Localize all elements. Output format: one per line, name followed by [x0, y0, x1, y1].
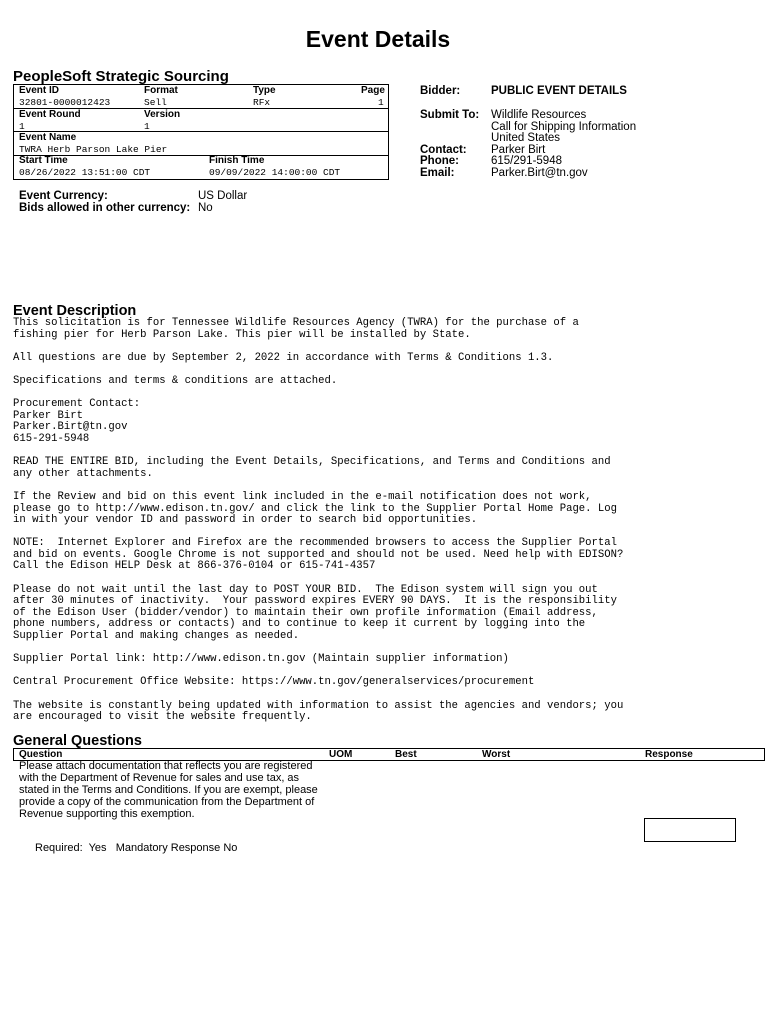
- description-paragraph: Supplier Portal link: http://www.edison.tn.gov (Maintain supplier information): [13, 653, 509, 666]
- other-currency-value: No: [198, 202, 213, 214]
- event-name-value: TWRA Herb Parson Lake Pier: [19, 144, 168, 155]
- type-label: Type: [253, 85, 276, 96]
- question-text: Please attach documentation that reflects you are registered with the Department of Revenue for sales and use tax, as stated in the Terms and Conditions. If you are exempt, please provide a copy of the communication from the Department of Revenue supporting this exemption.: [19, 760, 318, 820]
- event-currency-value: US Dollar: [198, 190, 248, 202]
- version-label: Version: [144, 109, 181, 120]
- type-value: RFx: [253, 97, 271, 108]
- format-value: Sell: [144, 97, 167, 108]
- phone-value: 615/291-5948: [491, 155, 562, 167]
- description-paragraph: READ THE ENTIRE BID, including the Event Details, Specifications, and Terms and Conditions and any other attachments.: [13, 456, 611, 480]
- column-header-response: Response: [645, 749, 693, 760]
- bidder-value: PUBLIC EVENT DETAILS: [491, 85, 627, 97]
- event-name-label: Event Name: [19, 132, 77, 143]
- column-header-worst: Worst: [482, 749, 511, 760]
- submit-to-line-3: United States: [491, 132, 561, 144]
- description-paragraph: The website is constantly being updated with information to assist the agencies and vendors; you are encouraged to visit the website frequently.: [13, 699, 624, 724]
- submit-to-line-2: Call for Shipping Information: [491, 121, 637, 133]
- version-value: 1: [144, 121, 150, 132]
- phone-label: Phone:: [420, 155, 459, 167]
- description-paragraph: Specifications and terms & conditions are attached.: [13, 374, 338, 387]
- description-paragraph: If the Review and bid on this event link included in the e-mail notification does not work, please go to http://www.edison.tn.gov/ and click the link to the Supplier Portal Home Page. Log in with your vendor ID and password in order to search bid opportunities.: [13, 490, 617, 527]
- page-value: 1: [378, 97, 384, 108]
- description-paragraph: All questions are due by September 2, 2022 in accordance with Terms & Conditions 1.3.: [13, 351, 554, 364]
- event-description-heading: Event Description: [13, 303, 137, 319]
- page-label: Page: [361, 85, 385, 96]
- response-input[interactable]: [644, 818, 736, 842]
- start-time-value: 08/26/2022 13:51:00 CDT: [19, 167, 151, 178]
- email-value: Parker.Birt@tn.gov: [491, 167, 588, 179]
- email-label: Email:: [420, 167, 455, 179]
- event-round-value: 1: [19, 121, 25, 132]
- contact-label: Contact:: [420, 144, 467, 156]
- event-id-value: 32801-0000012423: [19, 97, 111, 108]
- column-header-question: Question: [19, 749, 63, 760]
- submit-to-label: Submit To:: [420, 109, 480, 121]
- description-paragraph: Central Procurement Office Website: https://www.tn.gov/generalservices/procurement: [13, 676, 535, 689]
- event-description-body: [13, 318, 673, 735]
- general-questions-heading: General Questions: [13, 733, 142, 749]
- event-info-box: [13, 84, 389, 180]
- event-round-label: Event Round: [19, 109, 81, 120]
- format-label: Format: [144, 85, 178, 96]
- description-paragraph: This solicitation is for Tennessee Wildlife Resources Agency (TWRA) for the purchase of a fishing pier for Herb Parson Lake. This pier will be installed by State.: [13, 317, 579, 341]
- event-id-label: Event ID: [19, 85, 60, 96]
- start-time-label: Start Time: [19, 155, 68, 166]
- required-line: Required: Yes Mandatory Response No: [35, 842, 238, 854]
- event-currency-label: Event Currency:: [19, 190, 108, 202]
- column-header-best: Best: [395, 749, 417, 760]
- org-title: PeopleSoft Strategic Sourcing: [13, 68, 229, 85]
- document-title: Event Details: [305, 26, 451, 52]
- description-paragraph: Please do not wait until the last day to POST YOUR BID. The Edison system will sign you out after 30 minutes of inactivity. Your password expires EVERY 90 DAYS. It is the responsibility of the Edison User (bidder/vendor) to maintain their own profile information (Email address, phone numbers, address or contacts) and to continue to keep it current by logging into the Supplier Portal and making changes as needed.: [13, 583, 617, 643]
- finish-time-label: Finish Time: [209, 155, 265, 166]
- description-paragraph: Procurement Contact: Parker Birt Parker.Birt@tn.gov 615-291-5948: [13, 398, 141, 445]
- submit-to-line-1: Wildlife Resources: [491, 109, 587, 121]
- contact-value: Parker Birt: [491, 144, 546, 156]
- description-paragraph: NOTE: Internet Explorer and Firefox are the recommended browsers to access the Supplier Portal and bid on events. Google Chrome is not supported and should not be used. Need help with EDISON? Call the Edison HELP Desk at 866-376-0104 or 615-741-4357: [13, 537, 624, 573]
- finish-time-value: 09/09/2022 14:00:00 CDT: [209, 167, 341, 178]
- divider: [14, 155, 388, 156]
- bidder-label: Bidder:: [420, 85, 461, 97]
- column-header-uom: UOM: [329, 749, 353, 760]
- other-currency-label: Bids allowed in other currency:: [19, 202, 191, 214]
